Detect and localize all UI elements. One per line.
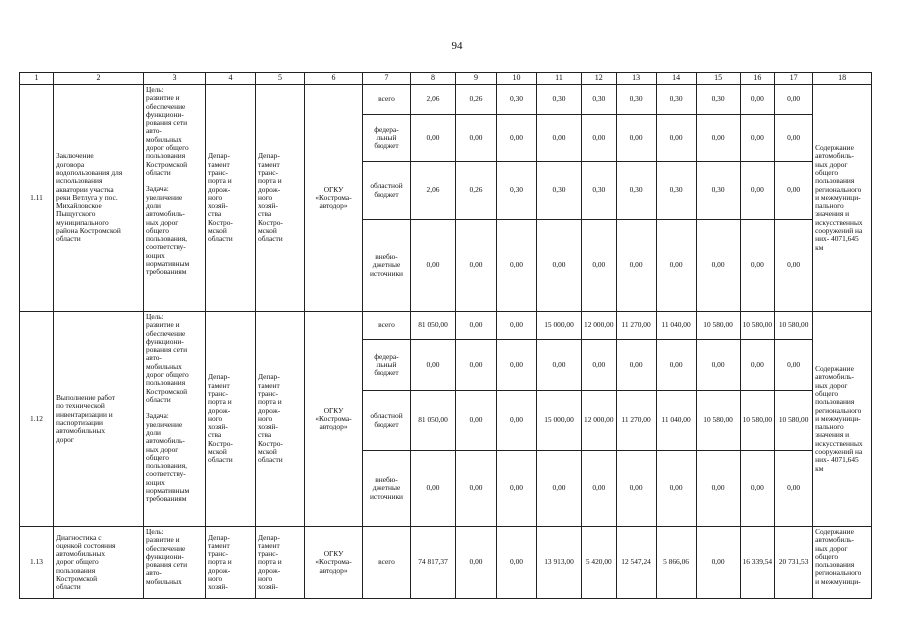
header-cell-14: 14: [656, 73, 696, 85]
header-cell-7: 7: [363, 73, 411, 85]
funding-value: 0,00: [740, 115, 775, 162]
goal-task: Цель: развитие и обеспечение функциони- рования сети авто- мобильных дорог общего пользования Костромской области Задача: увеличение доли автомобиль- ных дорог общего пользования, соответству- ющих нормативным требованиям: [144, 312, 206, 527]
funding-value: 0,00: [775, 115, 813, 162]
funding-value: 0,00: [740, 340, 775, 391]
header-row: [20, 73, 872, 85]
page-number: 94: [451, 40, 463, 52]
funding-value: 0,00: [497, 312, 537, 340]
funding-source: областной бюджет: [363, 162, 411, 220]
funding-value: 0,30: [582, 162, 617, 220]
funding-value: 0,00: [656, 451, 696, 527]
funding-value: 0,00: [456, 527, 497, 599]
funding-value: 0,30: [497, 162, 537, 220]
funding-value: 0,00: [582, 451, 617, 527]
funding-value: 0,30: [696, 162, 740, 220]
funding-value: 0,00: [616, 451, 656, 527]
funding-value: 12 000,00: [582, 312, 617, 340]
executor-2: Депар- тамент транс- порта и дорож- ного хозяй- ства Костро- мской области: [256, 312, 305, 527]
funding-value: 0,00: [775, 162, 813, 220]
funding-value: 0,00: [696, 527, 740, 599]
funding-value: 0,30: [582, 85, 617, 115]
funding-value: 0,30: [497, 85, 537, 115]
funding-value: 15 000,00: [537, 312, 582, 340]
measure-name: Выполнение работ по технической инвентаризации и паспортизации автомобильных дорог: [54, 312, 144, 527]
header-cell-11: 11: [537, 73, 582, 85]
funding-value: 0,00: [456, 451, 497, 527]
funding-value: 0,00: [740, 451, 775, 527]
funding-source: всего: [363, 312, 411, 340]
row-number: 1.13: [20, 527, 54, 599]
funding-value: 10 580,00: [775, 391, 813, 451]
header-cell-18: 18: [813, 73, 872, 85]
funding-value: 0,30: [616, 85, 656, 115]
funding-value: 0,00: [616, 115, 656, 162]
header-cell-3: 3: [144, 73, 206, 85]
header-cell-4: 4: [206, 73, 256, 85]
funding-value: 10 580,00: [740, 312, 775, 340]
funding-value: 0,00: [456, 220, 497, 312]
funding-value: 81 050,00: [411, 391, 456, 451]
funding-source: всего: [363, 85, 411, 115]
funding-value: 0,00: [537, 220, 582, 312]
organization: ОГКУ «Кострома- автодор»: [305, 527, 363, 599]
funding-value: 0,00: [456, 340, 497, 391]
funding-value: 0,00: [616, 340, 656, 391]
funding-value: 0,00: [582, 220, 617, 312]
row-number: 1.12: [20, 312, 54, 527]
funding-value: 0,30: [656, 162, 696, 220]
executor-1: Депар- тамент транс- порта и дорож- ного хозяй- ства Костро- мской области: [206, 312, 256, 527]
funding-value: 0,00: [537, 340, 582, 391]
header-cell-16: 16: [740, 73, 775, 85]
expected-result: Содержание автомобиль- ных дорог общего пользования регионального и межмуници-: [813, 527, 872, 599]
organization: ОГКУ «Кострома- автодор»: [305, 312, 363, 527]
header-cell-2: 2: [54, 73, 144, 85]
header-cell-13: 13: [616, 73, 656, 85]
funding-value: 0,00: [497, 451, 537, 527]
funding-value: 11 040,00: [656, 391, 696, 451]
funding-value: 12 000,00: [582, 391, 617, 451]
funding-value: 10 580,00: [696, 312, 740, 340]
funding-value: 0,30: [616, 162, 656, 220]
funding-value: 0,00: [497, 391, 537, 451]
funding-value: 15 000,00: [537, 391, 582, 451]
funding-source: всего: [363, 527, 411, 599]
funding-value: 0,00: [696, 340, 740, 391]
row-number: 1.11: [20, 85, 54, 312]
funding-value: 0,30: [537, 162, 582, 220]
funding-value: 11 040,00: [656, 312, 696, 340]
table-row: [20, 85, 872, 115]
funding-value: 0,00: [497, 115, 537, 162]
funding-value: 0,00: [537, 115, 582, 162]
goal-task: Цель: развитие и обеспечение функциони- рования сети авто- мобильных: [144, 527, 206, 599]
header-cell-8: 8: [411, 73, 456, 85]
funding-value: 0,00: [616, 220, 656, 312]
executor-1: Депар- тамент транс- порта и дорож- ного хозяй-: [206, 527, 256, 599]
executor-1: Депар- тамент транс- порта и дорож- ного хозяй- ства Костро- мской области: [206, 85, 256, 312]
funding-value: 0,26: [456, 85, 497, 115]
expected-result: Содержание автомобиль- ных дорог общего пользования регионального и межмуници- пального значения и искусственных сооружений на них- 4071,645 км: [813, 85, 872, 312]
funding-value: 0,00: [656, 220, 696, 312]
funding-source: внебю- джетные источники: [363, 451, 411, 527]
funding-value: 0,00: [497, 340, 537, 391]
funding-value: 0,30: [537, 85, 582, 115]
funding-value: 0,30: [696, 85, 740, 115]
header-cell-1: 1: [20, 73, 54, 85]
funding-value: 0,00: [456, 115, 497, 162]
funding-value: 5 866,06: [656, 527, 696, 599]
funding-value: 0,00: [775, 451, 813, 527]
header-cell-9: 9: [456, 73, 497, 85]
funding-value: 12 547,24: [616, 527, 656, 599]
funding-value: 0,00: [456, 391, 497, 451]
funding-value: 0,00: [411, 220, 456, 312]
funding-source: внебю- джетные источники: [363, 220, 411, 312]
header-cell-10: 10: [497, 73, 537, 85]
funding-source: федера- льный бюджет: [363, 340, 411, 391]
funding-value: 0,00: [411, 451, 456, 527]
goal-task: Цель: развитие и обеспечение функциони- рования сети авто- мобильных дорог общего пользования Костромской области Задача: увеличение доли автомобиль- ных дорог общего пользования, соответству- ющих нормативным требованиям: [144, 85, 206, 312]
funding-value: 0,00: [775, 340, 813, 391]
executor-2: Депар- тамент транс- порта и дорож- ного хозяй-: [256, 527, 305, 599]
funding-value: 0,30: [656, 85, 696, 115]
funding-value: 20 731,53: [775, 527, 813, 599]
funding-value: 13 913,00: [537, 527, 582, 599]
program-table: [19, 72, 872, 599]
funding-value: 16 339,54: [740, 527, 775, 599]
header-cell-6: 6: [305, 73, 363, 85]
header-cell-12: 12: [582, 73, 617, 85]
table-row: [20, 527, 872, 599]
table-row: [20, 312, 872, 340]
funding-value: 5 420,00: [582, 527, 617, 599]
funding-value: 0,00: [696, 451, 740, 527]
funding-value: 0,00: [582, 115, 617, 162]
funding-source: федера- льный бюджет: [363, 115, 411, 162]
funding-value: 0,00: [456, 312, 497, 340]
funding-value: 10 580,00: [775, 312, 813, 340]
funding-value: 0,00: [411, 115, 456, 162]
funding-value: 0,00: [497, 527, 537, 599]
funding-value: 0,00: [497, 220, 537, 312]
funding-value: 0,26: [456, 162, 497, 220]
organization: ОГКУ «Кострома- автодор»: [305, 85, 363, 312]
funding-value: 10 580,00: [696, 391, 740, 451]
funding-value: 81 050,00: [411, 312, 456, 340]
funding-value: 10 580,00: [740, 391, 775, 451]
funding-value: 11 270,00: [616, 391, 656, 451]
funding-value: 11 270,00: [616, 312, 656, 340]
funding-value: 0,00: [775, 85, 813, 115]
measure-name: Заключение договора водопользования для использования акватории участка реки Ветлуга у пос. Михайловское Пыщугского муниципального района Костромской области: [54, 85, 144, 312]
funding-value: 0,00: [656, 115, 696, 162]
funding-value: 0,00: [775, 220, 813, 312]
header-cell-17: 17: [775, 73, 813, 85]
header-cell-15: 15: [696, 73, 740, 85]
funding-value: 2,06: [411, 85, 456, 115]
funding-value: 0,00: [740, 220, 775, 312]
funding-value: 0,00: [696, 115, 740, 162]
measure-name: Диагностика с оценкой состояния автомобильных дорог общего пользования Костромской области: [54, 527, 144, 599]
funding-source: областной бюджет: [363, 391, 411, 451]
expected-result: Содержание автомобиль- ных дорог общего пользования регионального и межмуници- пального значения и искусственных сооружений на них- 4071,645 км: [813, 312, 872, 527]
funding-value: 74 817,37: [411, 527, 456, 599]
header-cell-5: 5: [256, 73, 305, 85]
funding-value: 0,00: [740, 162, 775, 220]
funding-value: 0,00: [696, 220, 740, 312]
funding-value: 0,00: [582, 340, 617, 391]
executor-2: Депар- тамент транс- порта и дорож- ного хозяй- ства Костро- мской области: [256, 85, 305, 312]
funding-value: 0,00: [537, 451, 582, 527]
funding-value: 0,00: [656, 340, 696, 391]
funding-value: 2,06: [411, 162, 456, 220]
funding-value: 0,00: [740, 85, 775, 115]
funding-value: 0,00: [411, 340, 456, 391]
